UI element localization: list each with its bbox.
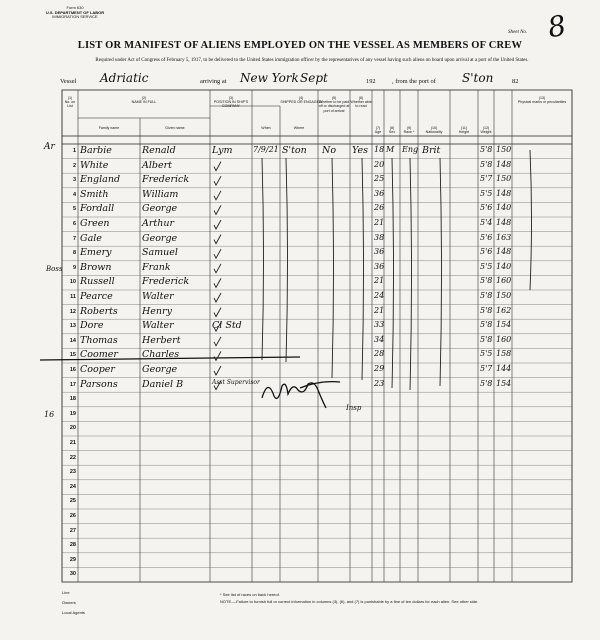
column-header <box>210 96 252 109</box>
row-number: 12 <box>69 308 76 315</box>
cell-given: Daniel B <box>142 378 184 390</box>
cell-given: Samuel <box>142 247 178 259</box>
margin-note-20: 16 <box>44 410 55 419</box>
row-number: 26 <box>69 513 76 519</box>
cell-age: 28 <box>374 349 385 359</box>
footer-agents-label: Local Agents <box>62 610 85 615</box>
cell-position: Cl Std <box>212 320 242 332</box>
cell-weight: 148 <box>496 159 512 169</box>
column-label: Whether to be paid off or discharged at port of arrival <box>318 100 350 113</box>
column-header <box>140 126 210 130</box>
cell-age: 20 <box>374 159 385 169</box>
cell-family: Coomer <box>80 349 118 361</box>
column-label: POSITION IN SHIP'S COMPANY <box>213 100 249 109</box>
column-label: Race * <box>403 130 415 135</box>
form-identifier: Form 630 U.S. DEPARTMENT OF LABOR IMMIGRATION SERVICE <box>45 5 105 20</box>
cell-family: Brown <box>80 261 112 273</box>
cell-family: Fordall <box>80 203 115 215</box>
column-number: (3) <box>228 96 234 100</box>
column-label: Physical marks or peculiarities <box>517 100 567 105</box>
cell-weight: 162 <box>496 305 512 315</box>
cell-position: Lym <box>212 145 233 156</box>
column-header <box>350 96 372 109</box>
cell-given: Albert <box>142 159 172 171</box>
row-number: 14 <box>69 337 76 344</box>
arriving-label: arriving at <box>200 78 227 85</box>
row-number: 6 <box>72 221 76 227</box>
cell-weight: 154 <box>496 378 512 388</box>
cell-family: Pearce <box>80 291 113 302</box>
ditto-check-mark <box>214 191 221 200</box>
column-number: (11) <box>460 126 468 130</box>
cell-given: Arthur <box>142 218 174 229</box>
row-number: 8 <box>72 250 76 257</box>
cell-family: White <box>80 159 109 171</box>
from-port-label: , from the port of <box>392 78 436 85</box>
cell-race: Eng <box>402 145 419 154</box>
arriving-port: New York <box>240 71 299 85</box>
column-label: Whether able to read <box>350 100 372 109</box>
cell-weight: 160 <box>496 334 512 344</box>
ditto-check-mark <box>214 264 221 273</box>
cell-given: George <box>142 203 178 215</box>
column-header <box>418 126 450 134</box>
cell-family: Parsons <box>80 378 118 390</box>
cell-given: Renald <box>142 145 176 156</box>
ditto-check-mark <box>214 337 221 346</box>
cell-given: Frank <box>142 261 171 273</box>
ditto-stroke <box>362 158 364 380</box>
cell-given: Frederick <box>142 276 190 288</box>
row-number: 22 <box>69 454 76 461</box>
column-number: (2) <box>141 96 147 100</box>
cell-given: Herbert <box>142 334 181 346</box>
cell-sex: M <box>386 145 395 154</box>
row-number: 9 <box>72 264 76 271</box>
ditto-check-mark <box>214 220 221 229</box>
sheet-number-value: 8 <box>545 8 569 45</box>
column-header <box>400 126 418 134</box>
column-header <box>62 96 78 109</box>
column-number: (5) <box>331 96 337 100</box>
cell-height: 5'5 <box>480 188 493 198</box>
column-label: Nationality <box>425 130 443 135</box>
vessel-label: Vessel <box>60 78 77 85</box>
column-header <box>78 96 210 104</box>
row-number: 2 <box>72 162 76 169</box>
cell-age: 26 <box>374 203 385 213</box>
ditto-check-mark <box>214 205 221 214</box>
row-number: 1 <box>72 148 76 154</box>
cell-age: 36 <box>374 188 385 198</box>
cell-family: Gale <box>80 232 102 244</box>
cell-height: 5'5 <box>480 349 493 359</box>
cell-paid-off: No <box>322 145 337 156</box>
column-number: (7) <box>375 126 381 130</box>
cell-weight: 148 <box>496 247 512 257</box>
cell-weight: 158 <box>496 349 512 359</box>
ditto-check-mark <box>214 176 221 185</box>
column-number: (4) <box>298 96 304 100</box>
column-number: (13) <box>538 96 546 100</box>
column-number: (10) <box>430 126 438 130</box>
column-label: NAME IN FULL <box>131 100 157 105</box>
row-number: 27 <box>69 527 76 534</box>
column-header <box>512 96 572 104</box>
cell-height: 5'4 <box>480 218 493 227</box>
cell-given: Charles <box>142 349 180 361</box>
cell-age: 24 <box>374 291 385 300</box>
row-number: 25 <box>69 498 76 505</box>
cell-weight: 144 <box>496 364 512 373</box>
year-label: 192 <box>366 78 376 85</box>
column-header <box>384 126 400 134</box>
cell-height: 5'7 <box>480 174 493 184</box>
ditto-stroke <box>410 158 412 390</box>
cell-height: 5'6 <box>480 232 493 242</box>
column-number: (1) <box>67 96 73 100</box>
cell-weight: 148 <box>496 188 512 198</box>
cell-read: Yes <box>352 145 368 156</box>
column-header <box>450 126 478 134</box>
cell-age: 29 <box>374 364 385 373</box>
cell-family: Cooper <box>80 364 115 375</box>
cell-height: 5'8 <box>480 305 493 315</box>
footer-owners-label: Owners <box>62 600 76 605</box>
column-label: Given name <box>165 126 185 130</box>
column-label: Weight <box>480 130 492 135</box>
cell-age: 33 <box>374 320 385 330</box>
row-number: 3 <box>72 177 76 184</box>
cell-height: 5'8 <box>480 145 493 154</box>
cell-age: 36 <box>374 247 385 257</box>
cell-given: Frederick <box>142 174 190 186</box>
ditto-stroke <box>392 158 394 388</box>
cell-family: Barbie <box>80 145 112 156</box>
column-label: Height <box>458 130 470 135</box>
row-number: 15 <box>69 352 76 359</box>
ditto-check-mark <box>214 308 221 317</box>
footer-penalty-note: NOTE.—Failure to furnish full or correct information in columns (3), (6), and (7) is punishable by a fine of ten dollars for each alien. See other side. <box>220 599 479 604</box>
cell-age: 36 <box>374 261 385 271</box>
cell-where: S'ton <box>282 145 307 156</box>
ditto-stroke <box>262 158 264 360</box>
row-number: 28 <box>69 542 76 549</box>
cell-height: 5'6 <box>480 247 493 257</box>
cell-age: 18 <box>374 145 385 154</box>
signature-suffix: Insp <box>346 404 362 412</box>
cell-family: Russell <box>80 276 115 288</box>
row-number: 5 <box>72 206 76 213</box>
requirement-text: Required under Act of Congress of February 5, 1917, to be delivered to the United States immigration officer by the representatives of any vessel having such aliens on board upon arrival at a port of the United States. <box>95 58 529 63</box>
cell-family: England <box>80 174 121 186</box>
ditto-check-mark <box>214 293 221 302</box>
cell-given: George <box>142 232 178 244</box>
column-label: SHIPPED OR ENGAGED <box>280 100 322 105</box>
margin-note-top: Ar <box>44 142 55 152</box>
row-number: 29 <box>69 556 76 563</box>
cell-weight: 160 <box>496 276 512 286</box>
column-label: Sex <box>388 130 396 135</box>
ditto-check-mark <box>214 351 221 360</box>
cell-age: 21 <box>374 218 385 227</box>
row-number: 20 <box>69 425 76 432</box>
cell-height: 5'8 <box>480 159 493 169</box>
column-number: (6) <box>358 96 364 100</box>
cell-age: 25 <box>374 174 385 184</box>
cell-weight: 150 <box>496 291 512 300</box>
column-number: (8) <box>389 126 395 130</box>
cell-weight: 140 <box>496 203 512 213</box>
cell-weight: 163 <box>496 232 512 242</box>
cell-age: 34 <box>374 334 385 344</box>
row-number: 4 <box>72 191 76 198</box>
row-number: 17 <box>69 381 76 388</box>
cell-family: Dore <box>80 320 104 332</box>
row-number: 7 <box>72 235 76 242</box>
sheet-number-label: Sheet No. <box>508 30 528 35</box>
cell-age: 23 <box>374 378 385 388</box>
column-label: Family name <box>98 126 120 130</box>
ditto-stroke <box>530 150 532 290</box>
column-label: When <box>261 126 271 130</box>
cell-given: William <box>142 188 179 200</box>
cell-weight: 148 <box>496 218 512 227</box>
ditto-check-mark <box>214 278 221 287</box>
cell-family: Roberts <box>80 305 118 317</box>
row-number: 10 <box>69 279 76 286</box>
cell-height: 5'8 <box>480 291 493 300</box>
ditto-stroke <box>286 158 288 362</box>
arrival-date: Sept <box>300 71 328 85</box>
ditto-stroke <box>440 158 442 386</box>
row-number: 13 <box>69 323 76 330</box>
column-header <box>252 126 280 130</box>
cell-given: George <box>142 364 178 375</box>
row-number: 11 <box>70 294 76 300</box>
official-signature <box>262 382 340 408</box>
cell-family: Green <box>80 218 110 229</box>
cell-weight: 154 <box>496 320 512 330</box>
column-label: Where <box>293 126 305 130</box>
row-number: 18 <box>69 396 76 403</box>
row-number: 30 <box>69 571 76 578</box>
row-number: 24 <box>69 483 76 490</box>
cell-height: 5'7 <box>480 364 493 373</box>
column-label: Age <box>374 130 382 135</box>
column-header <box>372 126 384 134</box>
cell-age: 21 <box>374 305 385 315</box>
cell-given: Walter <box>142 320 174 332</box>
cell-age: 38 <box>374 232 385 242</box>
cell-height: 5'8 <box>480 378 493 388</box>
cell-given: Walter <box>142 291 174 302</box>
ditto-check-mark <box>214 162 221 171</box>
cell-weight: 150 <box>496 174 512 184</box>
cell-family: Emery <box>80 247 112 259</box>
cell-family: Smith <box>80 188 109 200</box>
column-number: (12) <box>482 126 490 130</box>
row-number: 19 <box>69 410 76 417</box>
vessel-name: Adriatic <box>100 71 149 85</box>
column-header <box>78 126 140 130</box>
cell-nationality: Brit <box>422 145 441 156</box>
ditto-check-mark <box>214 249 221 258</box>
row-number: 16 <box>69 367 76 373</box>
departure-port: S'ton <box>462 71 494 85</box>
manifest-title: LIST OR MANIFEST OF ALIENS EMPLOYED ON THE VESSEL AS MEMBERS OF CREW <box>77 40 523 51</box>
column-number: (9) <box>406 126 412 130</box>
cell-position: Asst Supervisor <box>212 378 260 386</box>
cell-family: Thomas <box>80 334 118 346</box>
ditto-check-mark <box>214 235 221 244</box>
footer-line-label: Line <box>62 590 70 595</box>
column-label: No. on List <box>64 100 76 109</box>
departure-day: 82 <box>512 78 519 85</box>
cell-height: 5'6 <box>480 203 493 213</box>
footer-races-note: * See list of races on back hereof. <box>220 592 280 597</box>
cell-weight: 140 <box>496 261 512 271</box>
cell-when: 7/9/21 <box>253 145 279 154</box>
row-number: 23 <box>69 469 76 476</box>
cell-age: 21 <box>374 276 385 286</box>
ditto-stroke <box>332 158 334 378</box>
row-number: 21 <box>69 440 76 446</box>
margin-note-boss: Boss <box>46 265 63 273</box>
cell-height: 5'8 <box>480 276 493 286</box>
ditto-check-mark <box>214 366 221 375</box>
cell-given: Henry <box>142 305 172 317</box>
cell-height: 5'8 <box>480 320 493 330</box>
column-header <box>318 96 350 113</box>
cell-height: 5'5 <box>480 261 493 271</box>
cell-height: 5'8 <box>480 334 493 344</box>
column-header <box>280 126 318 130</box>
column-header <box>478 126 494 134</box>
cell-weight: 150 <box>496 145 512 154</box>
